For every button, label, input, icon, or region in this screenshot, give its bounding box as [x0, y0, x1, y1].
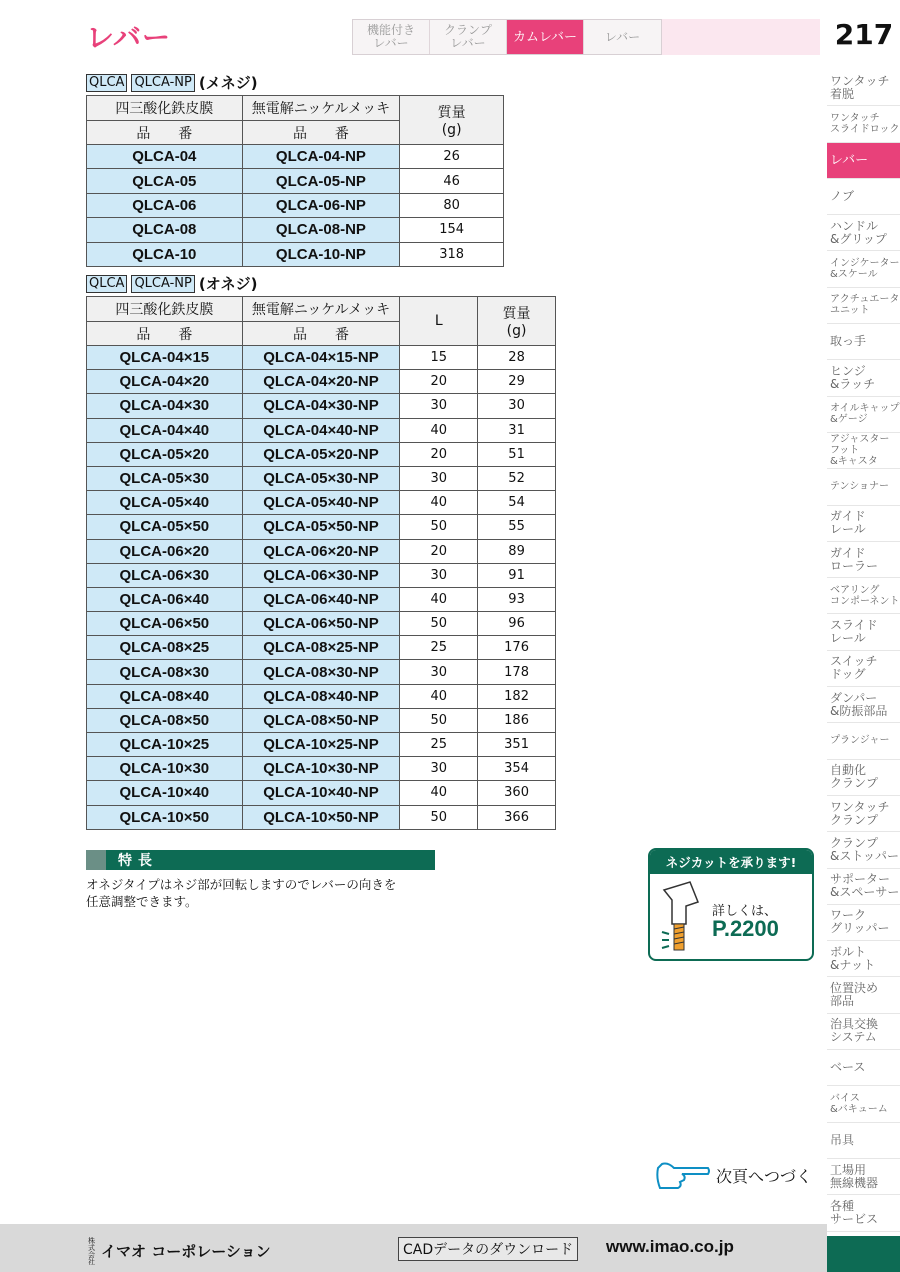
features-text-line1: オネジタイプはネジ部が回転しますのでレバーの向きを [86, 877, 397, 892]
t1-mass-unit: (g) [441, 122, 462, 138]
t1-part-a: QLCA-05 [87, 169, 243, 193]
t2-col1-sub: 品 番 [87, 322, 243, 346]
t2-mass-label: 質量 [502, 306, 531, 322]
t2-mass: 351 [478, 733, 556, 757]
pointing-hand-icon [654, 1158, 710, 1192]
t2-part-b: QLCA-04×40-NP [242, 418, 400, 442]
features-text-line2: 任意調整できます。 [86, 894, 198, 909]
table1-female-thread [86, 95, 504, 267]
features-heading-marker [86, 850, 106, 870]
t2-length: 30 [400, 563, 478, 587]
t1-part-b: QLCA-06-NP [242, 193, 400, 217]
t1-part-a: QLCA-04 [87, 145, 243, 169]
table2-row [87, 660, 556, 684]
t2-length: 20 [400, 442, 478, 466]
category-tabs [352, 19, 662, 55]
page-number: 217 [834, 18, 894, 51]
t2-mass: 93 [478, 587, 556, 611]
t2-part-a: QLCA-10×40 [87, 781, 243, 805]
t2-mass: 54 [478, 491, 556, 515]
sidebar-item-27[interactable]: ベース [827, 1050, 900, 1086]
t1-mass: 26 [400, 145, 504, 169]
sidebar-item-18[interactable]: プランジャー [827, 723, 900, 759]
t2-mass-unit: (g) [506, 323, 527, 339]
t1-part-a: QLCA-08 [87, 218, 243, 242]
tab-2[interactable]: カムレバー [507, 20, 584, 54]
t2-mass: 176 [478, 636, 556, 660]
sidebar-item-12[interactable]: ガイド レール [827, 506, 900, 542]
table1-row [87, 242, 504, 266]
tab-3[interactable]: レバー [584, 20, 661, 54]
table2-row [87, 684, 556, 708]
sidebar-item-1[interactable]: ワンタッチ スライドロック [827, 106, 900, 142]
sidebar-item-15[interactable]: スライド レール [827, 614, 900, 650]
t2-part-b: QLCA-06×20-NP [242, 539, 400, 563]
callout-page-link[interactable]: P.2200 [712, 916, 779, 941]
t2-length: 50 [400, 708, 478, 732]
sidebar-item-31[interactable]: 各種 サービス [827, 1195, 900, 1231]
t2-part-a: QLCA-08×30 [87, 660, 243, 684]
table1-row [87, 193, 504, 217]
table2-row [87, 491, 556, 515]
t2-length: 50 [400, 515, 478, 539]
sidebar-item-8[interactable]: ヒンジ &ラッチ [827, 360, 900, 396]
table2-row [87, 394, 556, 418]
t2-part-a: QLCA-10×50 [87, 805, 243, 829]
tab-1[interactable]: クランプ レバー [430, 20, 507, 54]
t2-length: 20 [400, 539, 478, 563]
t2-part-b: QLCA-04×20-NP [242, 370, 400, 394]
table2-row [87, 515, 556, 539]
t2-mass: 91 [478, 563, 556, 587]
t2-mass: 178 [478, 660, 556, 684]
sidebar-item-7[interactable]: 取っ手 [827, 324, 900, 360]
table2-row [87, 442, 556, 466]
t2-mass: 89 [478, 539, 556, 563]
t2-length: 40 [400, 781, 478, 805]
t2-length: 50 [400, 805, 478, 829]
sidebar-item-9[interactable]: オイルキャップ &ゲージ [827, 397, 900, 433]
table1-title-suffix: (メネジ) [198, 74, 258, 92]
table1-heading [86, 72, 258, 93]
t2-part-b: QLCA-04×15-NP [242, 346, 400, 370]
table2-row [87, 636, 556, 660]
sidebar-item-11[interactable]: テンショナー [827, 469, 900, 505]
sidebar-item-5[interactable]: インジケーター &スケール [827, 251, 900, 287]
table2-code-b: QLCA-NP [131, 275, 194, 293]
t2-mass: 96 [478, 612, 556, 636]
t2-length: 40 [400, 491, 478, 515]
t2-length: 30 [400, 394, 478, 418]
sidebar-item-20[interactable]: ワンタッチ クランプ [827, 796, 900, 832]
t1-part-b: QLCA-05-NP [242, 169, 400, 193]
table1-row [87, 145, 504, 169]
features-text [86, 876, 446, 910]
sidebar-item-19[interactable]: 自動化 クランプ [827, 760, 900, 796]
page-title: レバー [86, 21, 172, 54]
t2-mass: 31 [478, 418, 556, 442]
t2-mass: 186 [478, 708, 556, 732]
table2-row [87, 805, 556, 829]
sidebar-item-17[interactable]: ダンパー &防振部品 [827, 687, 900, 723]
table2-row [87, 539, 556, 563]
t2-part-a: QLCA-04×30 [87, 394, 243, 418]
callout-title: ネジカットを承ります! [650, 850, 812, 874]
t1-part-a: QLCA-10 [87, 242, 243, 266]
t1-mass: 318 [400, 242, 504, 266]
t2-part-a: QLCA-10×30 [87, 757, 243, 781]
page-footer [0, 1224, 827, 1272]
t2-col2-sub: 品 番 [242, 322, 400, 346]
table2-male-thread [86, 296, 556, 830]
t2-length: 50 [400, 612, 478, 636]
t2-length: 40 [400, 418, 478, 442]
next-page-text: 次頁へつづく [716, 1166, 813, 1186]
t2-part-a: QLCA-06×40 [87, 587, 243, 611]
sidebar-item-0[interactable]: ワンタッチ 着脱 [827, 70, 900, 106]
t2-length: 15 [400, 346, 478, 370]
t2-part-a: QLCA-08×25 [87, 636, 243, 660]
table1-code-a: QLCA [86, 74, 127, 92]
table2-code-a: QLCA [86, 275, 127, 293]
table2-title-suffix: (オネジ) [198, 275, 258, 293]
t2-length: 40 [400, 684, 478, 708]
t2-mass: 55 [478, 515, 556, 539]
thread-cut-callout[interactable] [648, 848, 814, 961]
t2-part-a: QLCA-08×40 [87, 684, 243, 708]
t2-part-b: QLCA-08×30-NP [242, 660, 400, 684]
sidebar-item-26[interactable]: 治具交換 システム [827, 1014, 900, 1050]
t1-col2-sub: 品 番 [242, 121, 400, 145]
t2-part-b: QLCA-10×40-NP [242, 781, 400, 805]
table2-row [87, 346, 556, 370]
sidebar-item-24[interactable]: ボルト &ナット [827, 941, 900, 977]
sidebar-item-16[interactable]: スイッチ ドッグ [827, 651, 900, 687]
company-name-text: イマオ コーポレーション [101, 1242, 271, 1261]
t2-part-a: QLCA-06×20 [87, 539, 243, 563]
t2-part-b: QLCA-08×50-NP [242, 708, 400, 732]
t2-mass: 354 [478, 757, 556, 781]
t1-mass: 46 [400, 169, 504, 193]
t2-part-a: QLCA-05×30 [87, 466, 243, 490]
t2-length: 30 [400, 660, 478, 684]
t2-mass-header [478, 297, 556, 346]
t1-col2-header: 無電解ニッケルメッキ [242, 96, 400, 121]
t1-mass-label: 質量 [437, 105, 466, 121]
sidebar-item-22[interactable]: サポーター &スペーサー [827, 869, 900, 905]
t2-length: 30 [400, 466, 478, 490]
table2-row [87, 563, 556, 587]
sidebar-item-13[interactable]: ガイド ローラー [827, 542, 900, 578]
tab-bar-filler [662, 19, 820, 55]
features-heading: 特長 [118, 853, 158, 869]
table1-row [87, 218, 504, 242]
t2-mass: 51 [478, 442, 556, 466]
t2-mass: 52 [478, 466, 556, 490]
t2-part-a: QLCA-08×50 [87, 708, 243, 732]
sidebar-item-21[interactable]: クランプ &ストッパー [827, 832, 900, 868]
sidebar-item-25[interactable]: 位置決め 部品 [827, 977, 900, 1013]
t2-part-b: QLCA-08×25-NP [242, 636, 400, 660]
cad-download-label[interactable]: CADデータのダウンロード [398, 1237, 578, 1261]
tab-0[interactable]: 機能付き レバー [353, 20, 430, 54]
sidebar-item-23[interactable]: ワーク グリッパー [827, 905, 900, 941]
sidebar-item-29[interactable]: 吊具 [827, 1123, 900, 1159]
table1-code-b: QLCA-NP [131, 74, 194, 92]
t2-part-a: QLCA-10×25 [87, 733, 243, 757]
t2-part-a: QLCA-05×40 [87, 491, 243, 515]
next-page-indicator[interactable] [654, 1158, 812, 1192]
t2-mass: 366 [478, 805, 556, 829]
t2-part-b: QLCA-04×30-NP [242, 394, 400, 418]
t1-part-b: QLCA-10-NP [242, 242, 400, 266]
t2-part-b: QLCA-08×40-NP [242, 684, 400, 708]
table2-row [87, 757, 556, 781]
t1-mass: 80 [400, 193, 504, 217]
t2-part-b: QLCA-10×25-NP [242, 733, 400, 757]
table2-row [87, 733, 556, 757]
table2-row [87, 587, 556, 611]
t2-part-a: QLCA-06×50 [87, 612, 243, 636]
t1-col1-header: 四三酸化鉄皮膜 [87, 96, 243, 121]
t1-part-b: QLCA-04-NP [242, 145, 400, 169]
t2-length: 25 [400, 636, 478, 660]
t2-part-a: QLCA-04×15 [87, 346, 243, 370]
t2-part-b: QLCA-06×40-NP [242, 587, 400, 611]
t2-part-b: QLCA-10×30-NP [242, 757, 400, 781]
table1-row [87, 169, 504, 193]
company-name [88, 1238, 271, 1266]
company-prefix: 株式会社 [88, 1237, 95, 1266]
sidebar-item-2[interactable]: レバー [827, 143, 900, 179]
callout-detail: 詳しくは、 [712, 904, 778, 919]
features-heading-bar [86, 850, 435, 870]
sidebar-item-3[interactable]: ノブ [827, 179, 900, 215]
table2-row [87, 612, 556, 636]
t2-part-b: QLCA-05×40-NP [242, 491, 400, 515]
sidebar-footer-block [827, 1236, 900, 1272]
table2-heading [86, 273, 257, 294]
t2-part-a: QLCA-05×50 [87, 515, 243, 539]
t1-col1-sub: 品 番 [87, 121, 243, 145]
threaded-lever-icon [660, 880, 704, 956]
t2-part-a: QLCA-05×20 [87, 442, 243, 466]
sidebar-item-14[interactable]: ベアリング コンポーネント [827, 578, 900, 614]
table2-row [87, 418, 556, 442]
t2-length: 30 [400, 757, 478, 781]
table2-row [87, 708, 556, 732]
table2-row [87, 781, 556, 805]
sidebar-item-28[interactable]: バイス &バキューム [827, 1086, 900, 1122]
t2-part-b: QLCA-05×20-NP [242, 442, 400, 466]
t1-mass-header [400, 96, 504, 145]
t2-mass: 182 [478, 684, 556, 708]
sidebar-item-10[interactable]: アジャスター フット &キャスタ [827, 433, 900, 469]
sidebar-item-4[interactable]: ハンドル &グリップ [827, 215, 900, 251]
t2-part-a: QLCA-06×30 [87, 563, 243, 587]
t2-mass: 28 [478, 346, 556, 370]
table2-row [87, 370, 556, 394]
sidebar-item-6[interactable]: アクチュエータ ユニット [827, 288, 900, 324]
t2-length: 40 [400, 587, 478, 611]
t2-col1-header: 四三酸化鉄皮膜 [87, 297, 243, 322]
t2-part-b: QLCA-06×50-NP [242, 612, 400, 636]
category-sidebar [827, 70, 900, 1232]
t1-part-b: QLCA-08-NP [242, 218, 400, 242]
t2-part-b: QLCA-10×50-NP [242, 805, 400, 829]
t2-part-a: QLCA-04×40 [87, 418, 243, 442]
t2-part-b: QLCA-06×30-NP [242, 563, 400, 587]
t2-part-a: QLCA-04×20 [87, 370, 243, 394]
t1-part-a: QLCA-06 [87, 193, 243, 217]
t2-l-header: L [400, 297, 478, 346]
t1-mass: 154 [400, 218, 504, 242]
t2-part-b: QLCA-05×50-NP [242, 515, 400, 539]
t2-col2-header: 無電解ニッケルメッキ [242, 297, 400, 322]
t2-length: 20 [400, 370, 478, 394]
t2-length: 25 [400, 733, 478, 757]
t2-mass: 360 [478, 781, 556, 805]
t2-mass: 30 [478, 394, 556, 418]
table2-row [87, 466, 556, 490]
sidebar-item-30[interactable]: 工場用 無線機器 [827, 1159, 900, 1195]
website-url[interactable]: www.imao.co.jp [606, 1237, 734, 1256]
t2-part-b: QLCA-05×30-NP [242, 466, 400, 490]
t2-mass: 29 [478, 370, 556, 394]
